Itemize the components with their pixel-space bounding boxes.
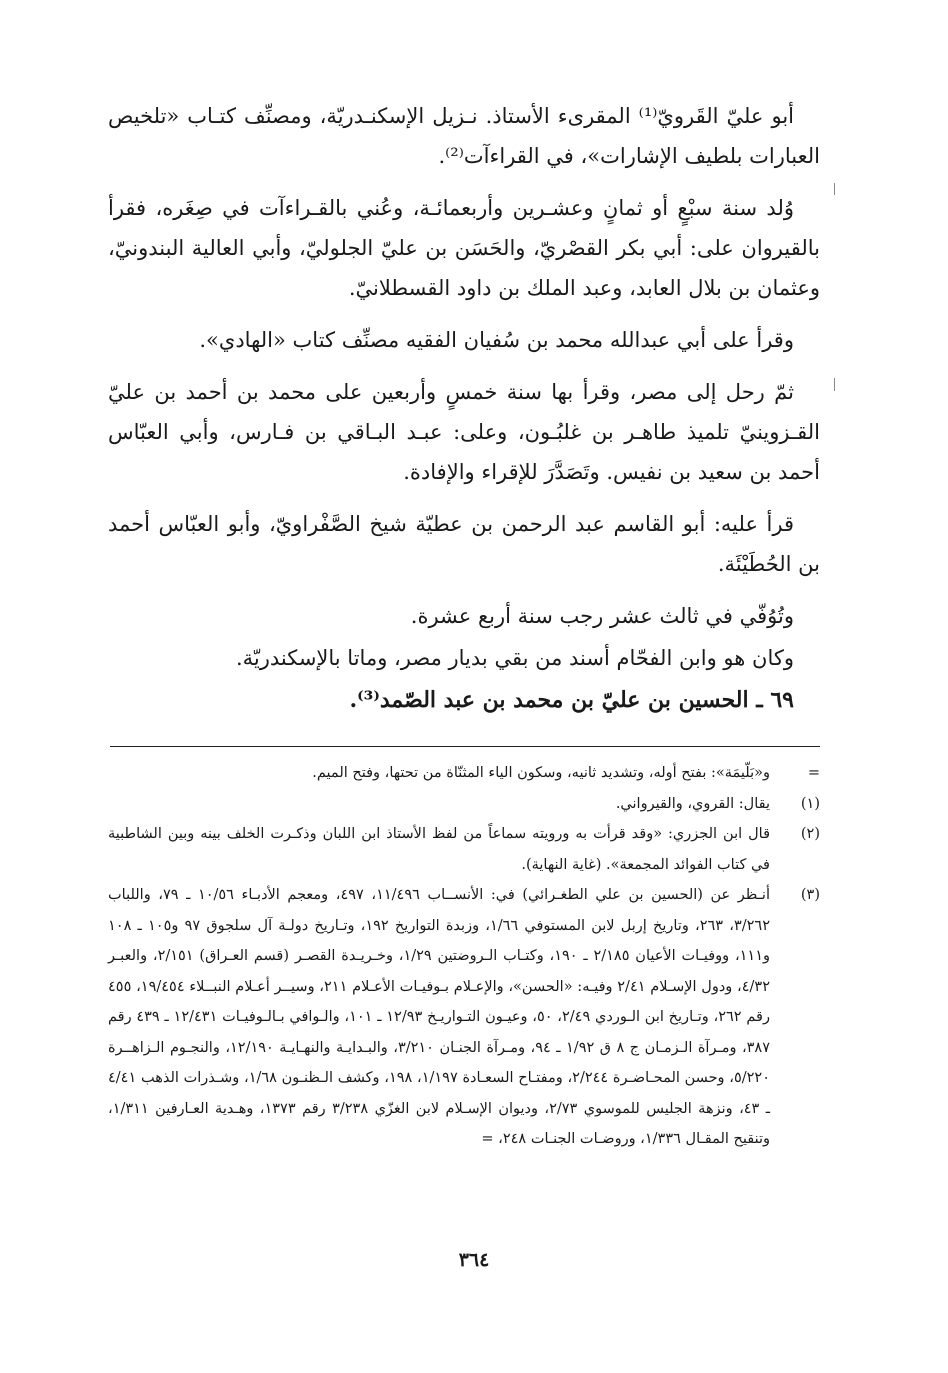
footnote-marker: (١) [800,795,820,812]
footnote [108,789,820,820]
paragraph-3: وقرأ على أبي عبدالله محمد بن سُفيان الفقيه مصنِّف كتاب «الهادي». [199,328,794,352]
footnotes [108,758,820,1155]
footnote-marker: (٣) [800,887,820,903]
footnote [108,880,820,1155]
footnote-marker: (٢) [800,826,820,842]
entry-heading: ٦٩ ـ الحسين بن عليّ بن محمد بن عبد الصّمد⁽³⁾. [349,687,794,713]
footnote-text: أنـظر عن (الحسين بن علي الطغـرائي) في: الأنســاب ١١/٤٩٦، ٤٩٧، ومعجم الأدبـاء ١٠/٥٦ ـ ٧٩، واللباب ٣/٢٦٢، ٢٦٣، وتاريخ إربل لابن المستوفي ١/٦٦، وزبدة التواريخ ١٩٢، وتـاريخ دولـة آل سلجوق ٩٧ و١٠٥ ـ ١٠٨ و١١١، ووفيـات الأعيان ٢/١٨٥ ـ ١٩٠، وكتـاب الـروضتين ١/٢٩، وخـريـدة القصـر (قسم العـراق) ٢/١٥١، والعبـر ٤/٣٢، ودول الإسـلام ٢/٤١ وفيـه: «الحسن»، والإعـلام بـوفيـات الأعـلام ٢١١، وسيــر أعـلام النبــلاء ١٩/٤٥٤، ٤٥٥ رقم ٢٦٢، وتـاريخ ابن الـوردي ٢/٤٩، ٥٠، وعيـون التـواريـخ ١٢/٩٣ ـ ١٠١، والـوافي بـالـوفيـات ١٢/٤٣١ ـ ٤٣٩ رقم ٣٨٧، ومـرآة الـزمـان ج ٨ ق ١/٩٢ ـ ٩٤، ومـرآة الجنـان ٣/٢١٠، والبـدايـة والنهـايـة ١٢/١٩٠، والنجـوم الـزاهــرة ٥/٢٢٠، وحسن المحـاضـرة ٢/٢٤٤، ومفتـاح السعـادة ١/١٩٧، ١٩٨، وكشف الـظنـون ١/٦٨، وشـذرات الذهب ٤/٤١ ـ ٤٣، ونزهة الجليس للموسوي ٢/٧٣، وديوان الإسـلام لابن الغزّي ٣/٢٣٨ رقم ١٣٧٣، وهـدية العـارفين ١/٣١١، وتنقيح المقـال ١/٣٣٦، وروضـات الجنـات ٢٤٨، = [108,887,771,1147]
margin-mark [834,183,835,195]
footnote [108,819,820,880]
footnote [108,758,820,789]
paragraph-1: أبو عليّ القَرويّ⁽¹⁾ المقرىء الأستاذ. نـزيل الإسكنـدريّة، ومصنِّف كتـاب «تلخيص العبارات بلطيف الإشارات»، في القراءآت⁽²⁾. [108,104,820,168]
margin-mark [834,378,835,391]
footnote-text: و«بَلّيمَة»: بفتح أوله، وتشديد ثانيه، وسكون الياء المثنّاة من تحتها، وفتح الميم. [312,765,770,781]
paragraph-6: وتُوُفّي في ثالث عشر رجب سنة أربع عشرة. [410,604,794,628]
footnote-text: يقال: القروي، والقيرواني. [615,795,770,812]
paragraph-7: وكان هو وابن الفحّام أسند من بقي بديار مصر، وماتا بالإسكندريّة. [235,646,794,670]
footnote-separator [110,746,820,747]
paragraph-2: وُلد سنة سبْعٍ أو ثمانٍ وعشـرين وأربعمائـة، وعُني بالقـراءآت في صِغَره، فقرأ بالقيروان على: أبي بكر القصْريّ، والحَسَن بن عليّ الجلوليّ، وأبي العالية البندونيّ، وعثمان بن بلال العابد، وعبد الملك بن داود القسطلانيّ. [108,196,820,300]
paragraph-4: ثمّ رحل إلى مصر، وقرأ بها سنة خمسٍ وأربعين على محمد بن أحمد بن عليّ القـزوينيّ تلميذ طاهـر بن غلبُـون، وعلى: عبـد البـاقي بن فـارس، وأبي العبّاس أحمد بن سعيد بن نفيس. وتَصَدَّرَ للإقراء والإفادة. [108,380,820,484]
paragraph-5: قرأ عليه: أبو القاسم عبد الرحمن بن عطيّة شيخ الصَّفْراويّ، وأبو العبّاس أحمد بن الحُطَيْئَة. [108,512,820,576]
footnote-marker: = [807,765,820,781]
page-number: ٣٦٤ [458,1249,490,1271]
main-text [108,96,820,732]
footnote-text: قال ابن الجزري: «وقد قرأت به ورويته سماعاً من لفظ الأستاذ ابن اللبان وذكـرت الخلف بينه وبين الشاطبية في كتاب الفوائد المجمعة». (غاية النهاية). [108,826,770,873]
